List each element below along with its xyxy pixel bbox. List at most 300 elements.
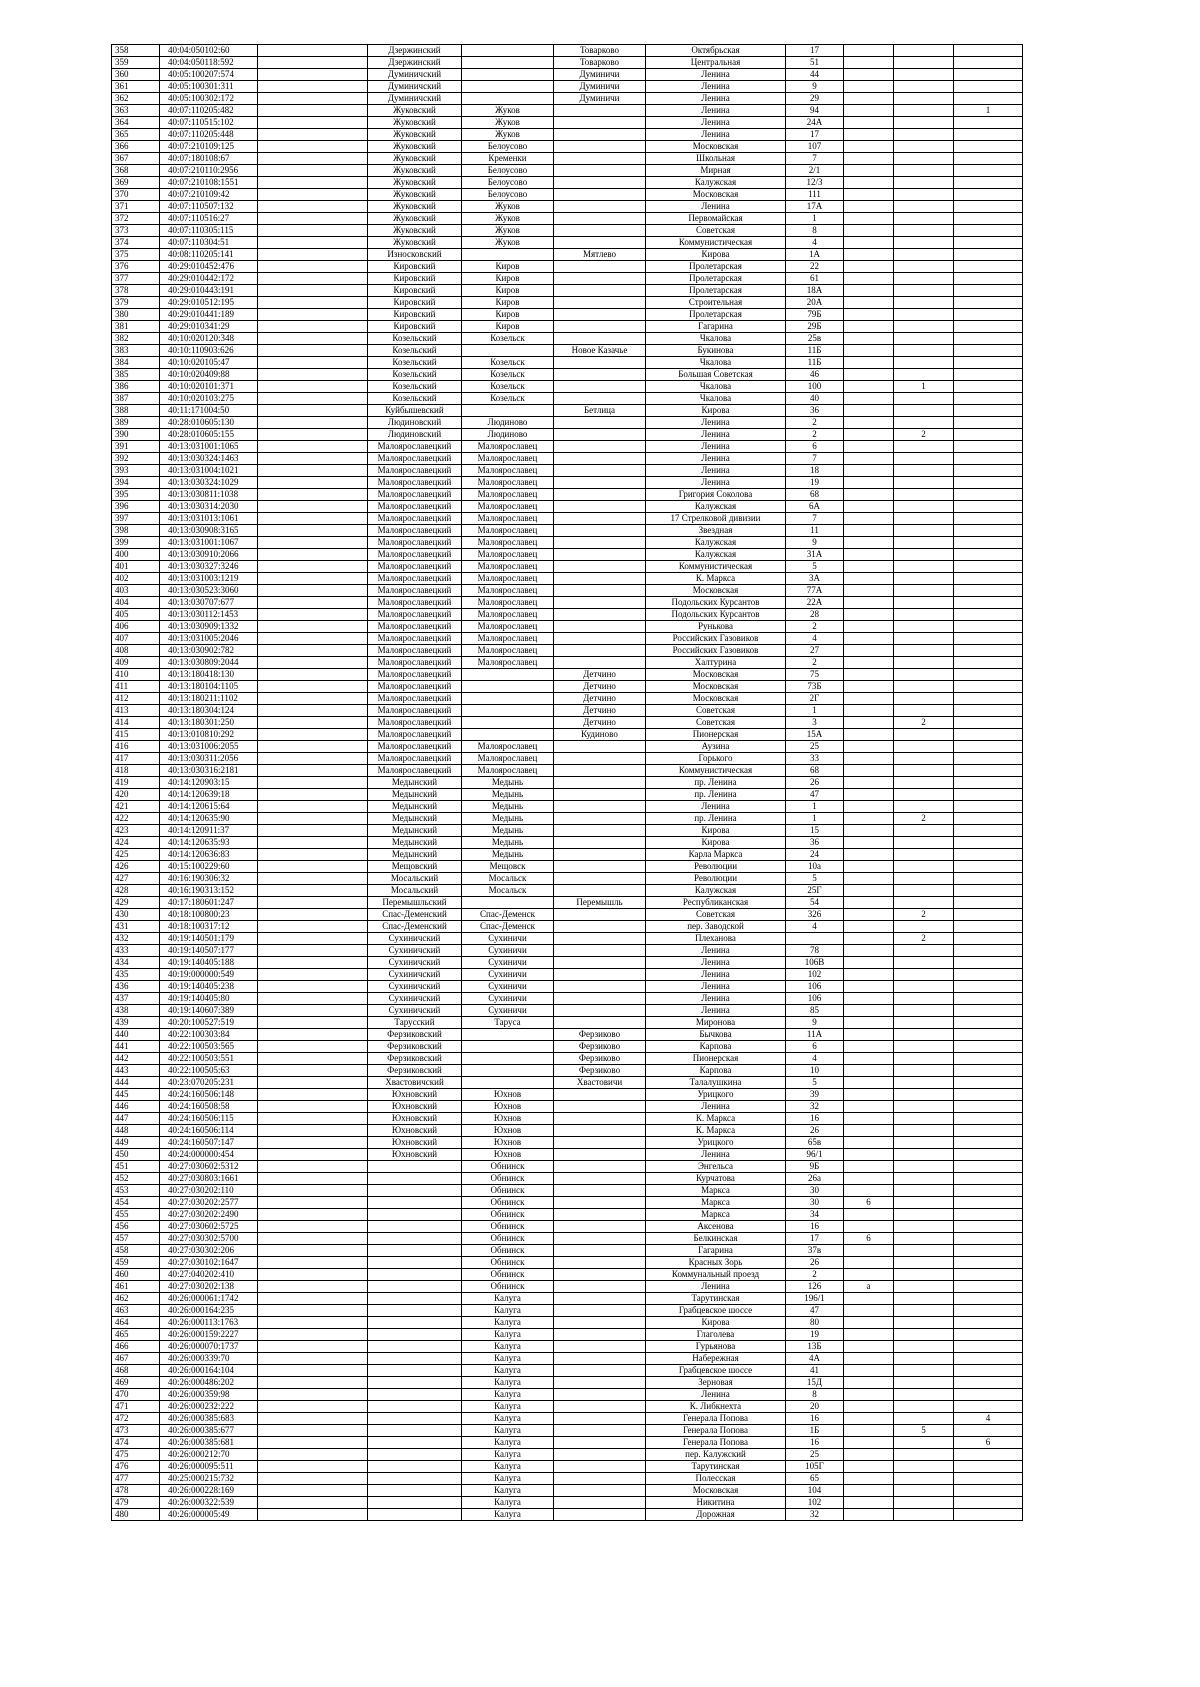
cell-settlement [554,1089,646,1101]
cell-building [844,873,894,885]
cell-blank-column [258,1497,368,1509]
cell-settlement [554,1329,646,1341]
cell-building [844,129,894,141]
cell-house-number: 20 [786,1401,844,1413]
cell-district: Жуковский [368,105,462,117]
cell-apartment [894,489,954,501]
cell-city: Медынь [462,801,554,813]
cell-apartment [894,237,954,249]
cell-city: Белоусово [462,141,554,153]
cell-apartment [894,1113,954,1125]
cell-building [844,993,894,1005]
cell-street: Никитина [646,1497,786,1509]
cell-row-number: 468 [112,1365,160,1377]
cell-building [844,69,894,81]
cell-house-number: 77А [786,585,844,597]
cell-settlement [554,609,646,621]
cell-settlement [554,789,646,801]
cell-settlement [554,1017,646,1029]
cell-district: Перемышльский [368,897,462,909]
cell-cadastral-number: 40:07:180108:67 [160,153,258,165]
cell-cadastral-number: 40:19:140607:389 [160,1005,258,1017]
cell-building [844,633,894,645]
cell-row-number: 382 [112,333,160,345]
cell-building [844,513,894,525]
cell-house-number: 33 [786,753,844,765]
cell-street: Ленина [646,129,786,141]
cell-row-number: 463 [112,1305,160,1317]
cell-street: Коммунистическая [646,561,786,573]
cell-settlement: Думиничи [554,81,646,93]
cell-note [954,129,1023,141]
cell-house-number: 106В [786,957,844,969]
cell-blank-column [258,1425,368,1437]
cell-building [844,1305,894,1317]
cell-district [368,1161,462,1173]
cell-note [954,405,1023,417]
cell-house-number: 107 [786,141,844,153]
cell-blank-column [258,837,368,849]
cell-building [844,393,894,405]
cell-house-number: 18А [786,285,844,297]
cell-district: Козельский [368,381,462,393]
cell-city: Медынь [462,825,554,837]
cell-city: Калуга [462,1353,554,1365]
cell-apartment [894,741,954,753]
cell-settlement: Товарково [554,57,646,69]
table-row [112,669,1023,681]
table-row [112,1401,1023,1413]
cell-note [954,789,1023,801]
cell-district: Сухиничский [368,993,462,1005]
cell-settlement [554,1137,646,1149]
cell-cadastral-number: 40:13:030707:677 [160,597,258,609]
cell-cadastral-number: 40:24:000000:454 [160,1149,258,1161]
cell-house-number: 68 [786,765,844,777]
cell-blank-column [258,1473,368,1485]
cell-city: Козельск [462,333,554,345]
cell-city: Козельск [462,381,554,393]
cell-district: Жуковский [368,225,462,237]
cell-district: Малоярославецкий [368,717,462,729]
cell-street: Грабцевское шоссе [646,1365,786,1377]
cell-city: Обнинск [462,1173,554,1185]
cell-street: Московская [646,189,786,201]
cell-apartment [894,537,954,549]
cell-note [954,1089,1023,1101]
cell-house-number: 17 [786,129,844,141]
cell-cadastral-number: 40:25:000215:732 [160,1473,258,1485]
cell-blank-column [258,945,368,957]
cell-apartment [894,1209,954,1221]
cell-row-number: 446 [112,1101,160,1113]
cell-district: Малоярославецкий [368,765,462,777]
cell-building [844,921,894,933]
cell-district: Сухиничский [368,933,462,945]
cell-building [844,777,894,789]
cell-blank-column [258,609,368,621]
cell-blank-column [258,657,368,669]
cell-apartment [894,621,954,633]
cell-cadastral-number: 40:29:010512:195 [160,297,258,309]
cell-district [368,1353,462,1365]
cell-apartment [894,357,954,369]
cell-street: Ленина [646,981,786,993]
cell-blank-column [258,297,368,309]
cell-blank-column [258,273,368,285]
cell-note [954,945,1023,957]
cell-cadastral-number: 40:28:010605:155 [160,429,258,441]
cell-note [954,1245,1023,1257]
cell-apartment [894,849,954,861]
cell-district: Жуковский [368,117,462,129]
table-row [112,1209,1023,1221]
cell-city: Малоярославец [462,633,554,645]
cell-note [954,93,1023,105]
cell-street: Советская [646,909,786,921]
table-row [112,657,1023,669]
cell-row-number: 428 [112,885,160,897]
cell-cadastral-number: 40:26:000385:683 [160,1413,258,1425]
cell-house-number: 46 [786,369,844,381]
cell-city: Обнинск [462,1185,554,1197]
cell-blank-column [258,1353,368,1365]
cell-row-number: 474 [112,1437,160,1449]
cell-row-number: 376 [112,261,160,273]
table-row [112,1149,1023,1161]
cell-row-number: 408 [112,645,160,657]
cell-city: Малоярославец [462,453,554,465]
cell-street: Чкалова [646,381,786,393]
cell-cadastral-number: 40:26:000339:70 [160,1353,258,1365]
cell-city: Медынь [462,789,554,801]
cell-note [954,801,1023,813]
table-row [112,1161,1023,1173]
cell-row-number: 358 [112,45,160,57]
cell-blank-column [258,1413,368,1425]
cell-street: Урицкого [646,1137,786,1149]
table-row [112,1185,1023,1197]
cell-house-number: 30 [786,1185,844,1197]
cell-street: Кирова [646,1317,786,1329]
table-row [112,993,1023,1005]
cell-cadastral-number: 40:14:120635:93 [160,837,258,849]
cell-settlement [554,1437,646,1449]
cell-building [844,525,894,537]
cell-note [954,1377,1023,1389]
cell-note [954,1485,1023,1497]
cell-blank-column [258,1173,368,1185]
cell-settlement [554,825,646,837]
cell-note [954,717,1023,729]
cell-building [844,1077,894,1089]
cell-blank-column [258,681,368,693]
cell-blank-column [258,1305,368,1317]
cell-street: Карпова [646,1041,786,1053]
cell-row-number: 478 [112,1485,160,1497]
cell-row-number: 365 [112,129,160,141]
cell-house-number: 1А [786,249,844,261]
cell-apartment [894,525,954,537]
cell-apartment [894,1125,954,1137]
cell-city: Белоусово [462,177,554,189]
cell-cadastral-number: 40:10:020105:47 [160,357,258,369]
cell-apartment [894,69,954,81]
cell-note [954,1461,1023,1473]
cell-cadastral-number: 40:26:000385:681 [160,1437,258,1449]
cell-building [844,441,894,453]
cell-street: Республиканская [646,897,786,909]
table-row [112,1245,1023,1257]
table-row [112,1089,1023,1101]
cell-apartment [894,669,954,681]
cell-blank-column [258,357,368,369]
cell-street: Московская [646,693,786,705]
cell-city: Мосальск [462,873,554,885]
cell-house-number: 34 [786,1209,844,1221]
table-row [112,1293,1023,1305]
cell-cadastral-number: 40:24:160506:114 [160,1125,258,1137]
cell-house-number: 94 [786,105,844,117]
cell-street: Генерала Попова [646,1413,786,1425]
cell-building [844,1173,894,1185]
cell-district: Спас-Деменский [368,921,462,933]
cell-settlement [554,1125,646,1137]
cell-street: Ленина [646,441,786,453]
cell-apartment [894,57,954,69]
cell-cadastral-number: 40:13:030902:782 [160,645,258,657]
cell-city: Малоярославец [462,621,554,633]
cell-row-number: 432 [112,933,160,945]
cell-building [844,1341,894,1353]
cell-city: Сухиничи [462,1005,554,1017]
cell-district: Малоярославецкий [368,561,462,573]
cell-city [462,897,554,909]
cell-apartment [894,1401,954,1413]
cell-settlement [554,1221,646,1233]
cell-row-number: 404 [112,597,160,609]
cell-settlement: Ферзиково [554,1029,646,1041]
cell-blank-column [258,45,368,57]
cell-cadastral-number: 40:13:180301:250 [160,717,258,729]
cell-row-number: 410 [112,669,160,681]
cell-building [844,465,894,477]
table-row [112,969,1023,981]
cell-house-number: 17А [786,201,844,213]
cell-district: Малоярославецкий [368,477,462,489]
cell-district: Спас-Деменский [368,909,462,921]
cell-building [844,1293,894,1305]
cell-row-number: 433 [112,945,160,957]
cell-blank-column [258,477,368,489]
cell-house-number: 25 [786,1449,844,1461]
cell-district [368,1269,462,1281]
cell-house-number: 8 [786,225,844,237]
cell-street: Ленина [646,1149,786,1161]
cell-house-number: 2 [786,429,844,441]
cell-note: 4 [954,1413,1023,1425]
cell-house-number: 6 [786,1041,844,1053]
cell-settlement [554,429,646,441]
cell-settlement: Ферзиково [554,1053,646,1065]
table-row [112,369,1023,381]
cell-city: Сухиничи [462,969,554,981]
cell-note [954,501,1023,513]
cell-building [844,1113,894,1125]
cell-cadastral-number: 40:07:110507:132 [160,201,258,213]
cell-building [844,1317,894,1329]
cell-apartment [894,1305,954,1317]
cell-settlement [554,945,646,957]
cell-city: Юхнов [462,1113,554,1125]
cell-city: Жуков [462,213,554,225]
cell-blank-column [258,1005,368,1017]
cell-city: Козельск [462,357,554,369]
cell-district: Медынский [368,777,462,789]
cell-district: Малоярославецкий [368,741,462,753]
cell-district: Мещовский [368,861,462,873]
cell-house-number: 6А [786,501,844,513]
cell-city: Малоярославец [462,765,554,777]
cell-row-number: 443 [112,1065,160,1077]
cell-cadastral-number: 40:19:140405:80 [160,993,258,1005]
cell-settlement [554,321,646,333]
cell-street: Гагарина [646,1245,786,1257]
cell-city: Козельск [462,369,554,381]
cell-city: Юхнов [462,1101,554,1113]
table-row [112,1077,1023,1089]
cell-row-number: 437 [112,993,160,1005]
cell-building [844,1221,894,1233]
cell-district: Козельский [368,345,462,357]
cell-apartment [894,285,954,297]
cell-street: пер. Заводской [646,921,786,933]
cell-apartment [894,477,954,489]
cell-building [844,741,894,753]
cell-district: Жуковский [368,129,462,141]
cell-city: Сухиничи [462,933,554,945]
table-row [112,1485,1023,1497]
cell-blank-column [258,1437,368,1449]
cell-blank-column [258,489,368,501]
cell-note [954,417,1023,429]
cell-cadastral-number: 40:14:120911:37 [160,825,258,837]
cell-apartment [894,1029,954,1041]
cell-house-number: 3 [786,717,844,729]
cell-cadastral-number: 40:26:000095:511 [160,1461,258,1473]
cell-cadastral-number: 40:13:180418:130 [160,669,258,681]
cell-house-number: 9 [786,81,844,93]
cell-building [844,1209,894,1221]
cell-house-number: 4 [786,1053,844,1065]
cell-building [844,1053,894,1065]
table-row [112,873,1023,885]
cell-building [844,981,894,993]
cell-street: Ленина [646,105,786,117]
cell-blank-column [258,177,368,189]
cell-district [368,1425,462,1437]
cell-row-number: 440 [112,1029,160,1041]
table-row [112,1437,1023,1449]
cell-house-number: 40 [786,393,844,405]
cell-district: Малоярославецкий [368,693,462,705]
cell-city: Обнинск [462,1161,554,1173]
cell-settlement [554,573,646,585]
cell-blank-column [258,1269,368,1281]
table-row [112,261,1023,273]
cell-district: Малоярославецкий [368,513,462,525]
cell-house-number: 26 [786,777,844,789]
cell-settlement [554,1497,646,1509]
cell-city: Обнинск [462,1197,554,1209]
cell-note [954,585,1023,597]
cell-row-number: 441 [112,1041,160,1053]
cell-street: Горького [646,753,786,765]
cell-cadastral-number: 40:29:010452:476 [160,261,258,273]
cell-city: Малоярославец [462,741,554,753]
cell-settlement: Хвастовичи [554,1077,646,1089]
cell-note [954,1029,1023,1041]
cell-apartment [894,801,954,813]
cell-row-number: 394 [112,477,160,489]
table-row [112,45,1023,57]
cell-settlement [554,225,646,237]
cell-street: Кирова [646,249,786,261]
cell-building [844,273,894,285]
cell-settlement [554,1281,646,1293]
cell-apartment [894,441,954,453]
cell-city [462,57,554,69]
cell-district [368,1329,462,1341]
cell-district: Малоярославецкий [368,753,462,765]
cell-building [844,1353,894,1365]
cell-apartment [894,993,954,1005]
cell-row-number: 411 [112,681,160,693]
table-row [112,345,1023,357]
cell-apartment: 1 [894,381,954,393]
cell-building: а [844,1281,894,1293]
cell-building [844,489,894,501]
cell-row-number: 389 [112,417,160,429]
cell-note [954,933,1023,945]
cell-row-number: 458 [112,1245,160,1257]
cell-street: Гагарина [646,321,786,333]
cell-note [954,1509,1023,1521]
cell-city: Калуга [462,1485,554,1497]
cell-street: Ленина [646,465,786,477]
cell-house-number: 36 [786,405,844,417]
cell-house-number: 26 [786,1125,844,1137]
cell-city: Жуков [462,117,554,129]
cell-settlement: Детчино [554,717,646,729]
cell-building [844,657,894,669]
cell-house-number: 61 [786,273,844,285]
cell-city: Калуга [462,1425,554,1437]
cell-building [844,717,894,729]
table-row [112,921,1023,933]
table-row [112,1041,1023,1053]
cell-building [844,609,894,621]
cell-apartment [894,369,954,381]
cell-cadastral-number: 40:27:030803:1661 [160,1173,258,1185]
cell-note [954,1005,1023,1017]
cell-city [462,1077,554,1089]
cell-settlement [554,933,646,945]
cell-row-number: 419 [112,777,160,789]
cell-blank-column [258,441,368,453]
cell-blank-column [258,1209,368,1221]
cell-cadastral-number: 40:13:030311:2056 [160,753,258,765]
